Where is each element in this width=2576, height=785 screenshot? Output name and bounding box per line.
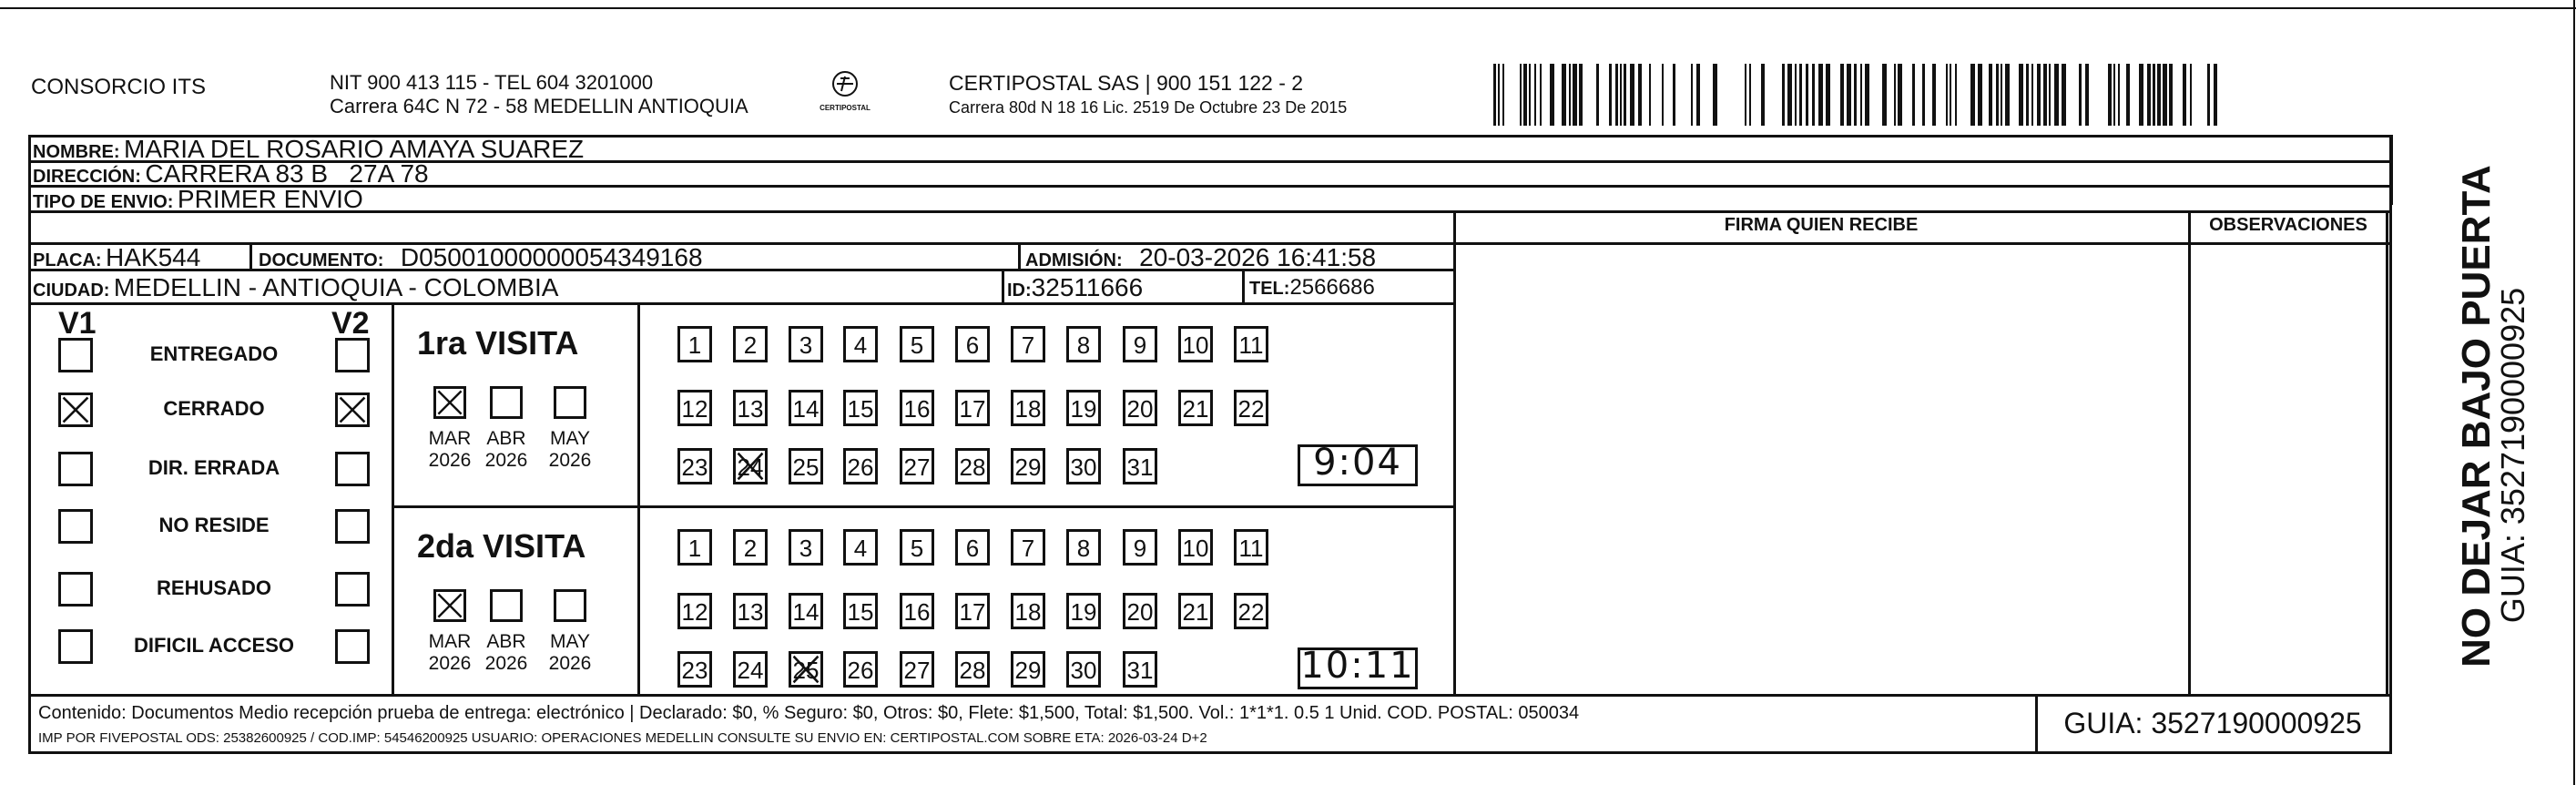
status-label: DIFICIL ACCESO: [133, 634, 294, 657]
day-box[interactable]: 20: [1123, 390, 1157, 426]
month-label: [537, 631, 603, 675]
v2-checkbox[interactable]: [335, 629, 370, 664]
col-line: [1018, 242, 1021, 269]
placa-label: PLACA:: [33, 250, 102, 270]
time-value: 9:04: [1313, 442, 1402, 484]
v1-checkbox[interactable]: [58, 452, 93, 486]
day-box[interactable]: 21: [1178, 390, 1213, 426]
company-address: Carrera 64C N 72 - 58 MEDELLIN ANTIOQUIA: [330, 95, 748, 117]
documento-value: D050010000000543491​68: [400, 243, 703, 271]
ciudad-label: CIUDAD:: [33, 280, 110, 301]
v1-checkbox[interactable]: [58, 629, 93, 664]
nombre-value: MARIA DEL ROSARIO AMAYA SUAREZ: [124, 135, 585, 163]
day-box[interactable]: 31: [1123, 448, 1157, 484]
admision-label: ADMISIÓN:: [1025, 250, 1123, 270]
day-box[interactable]: 15: [843, 593, 878, 629]
month-name: ABR: [486, 428, 526, 449]
col-line: [392, 302, 394, 694]
day-box[interactable]: 27: [900, 651, 934, 688]
ciudad-value: MEDELLIN - ANTIOQUIA - COLOMBIA: [113, 273, 559, 301]
day-box[interactable]: 1: [677, 529, 712, 566]
day-box[interactable]: 15: [843, 390, 878, 426]
visit-title: 2da VISITA: [417, 527, 586, 565]
v2-checkbox[interactable]: [335, 452, 370, 486]
col-line: [637, 302, 640, 694]
day-box[interactable]: 9: [1123, 326, 1157, 362]
month-year: 2026: [484, 653, 528, 674]
v2-checkbox[interactable]: [335, 338, 370, 372]
day-box[interactable]: 26: [843, 448, 878, 484]
tipo-label: TIPO DE ENVIO:: [33, 192, 174, 212]
day-box[interactable]: 5: [900, 529, 934, 566]
day-box[interactable]: 19: [1066, 390, 1101, 426]
v1-header: V1: [58, 306, 97, 341]
day-box[interactable]: 29: [1011, 651, 1045, 688]
day-box[interactable]: 16: [900, 390, 934, 426]
day-box[interactable]: 23: [677, 448, 712, 484]
documento-label: DOCUMENTO:: [259, 250, 384, 270]
col-line: [249, 242, 252, 269]
id-label: ID:: [1007, 280, 1032, 301]
v2-checkbox[interactable]: [335, 509, 370, 544]
row-line: [28, 210, 2392, 213]
company-name: CONSORCIO ITS: [31, 75, 207, 99]
carrier-name: CERTIPOSTAL SAS | 900 151 122 - 2: [949, 71, 1304, 95]
status-label: DIR. ERRADA: [148, 456, 280, 479]
day-box[interactable]: 12: [677, 390, 712, 426]
day-box[interactable]: 21: [1178, 593, 1213, 629]
ciudad-row: [33, 273, 558, 302]
month-year: 2026: [428, 653, 472, 674]
day-box[interactable]: 14: [789, 593, 823, 629]
placa-value: HAK544: [106, 243, 201, 271]
day-box[interactable]: 30: [1066, 448, 1101, 484]
day-box[interactable]: 2: [733, 529, 768, 566]
day-box[interactable]: 10: [1178, 529, 1213, 566]
month-name: ABR: [486, 631, 526, 652]
direccion-label: DIRECCIÓN:: [33, 167, 141, 187]
day-box[interactable]: 18: [1011, 390, 1045, 426]
col-line: [1453, 210, 1456, 694]
col-line: [2188, 210, 2191, 694]
day-box[interactable]: 18: [1011, 593, 1045, 629]
contenido-text: Contenido: Documentos Medio recepción prueba de entrega: electrónico | Declarado: $0, % Seguro: $0, Otros: $0, Flete: $1,500, Total: $1,500. Vol.: 1*1*1. 0.5 1 Unid. COD. POSTAL: 050034: [38, 703, 1580, 723]
v2-checkbox[interactable]: [335, 572, 370, 607]
day-box[interactable]: 22: [1234, 593, 1268, 629]
side-notice: [2404, 164, 2550, 674]
month-year: 2026: [428, 450, 472, 471]
company-nit: NIT 900 413 115 - TEL 604 3201000: [330, 71, 654, 94]
day-box[interactable]: 4: [843, 326, 878, 362]
v2-header: V2: [331, 306, 370, 341]
direccion-value: CARRERA 83 B 27A 78: [145, 159, 429, 188]
month-checkbox[interactable]: [433, 589, 466, 622]
day-box[interactable]: 19: [1066, 593, 1101, 629]
v1-checkbox[interactable]: [58, 392, 93, 427]
month-checkbox[interactable]: [490, 589, 523, 622]
month-checkbox[interactable]: [554, 589, 586, 622]
id-value: 32511666: [1031, 273, 1144, 301]
time-box[interactable]: [1298, 647, 1418, 689]
id-cell: [1007, 273, 1143, 302]
tel-label: TEL:: [1249, 279, 1290, 299]
month-year: 2026: [548, 450, 592, 471]
day-box[interactable]: 3: [789, 529, 823, 566]
tel-cell: [1249, 275, 1375, 301]
side-guia: GUIA: 3527190000925: [2494, 287, 2531, 624]
col-line: [2390, 135, 2393, 205]
month-checkbox[interactable]: [554, 386, 586, 419]
day-box[interactable]: 26: [843, 651, 878, 688]
day-box[interactable]: 27: [900, 448, 934, 484]
day-box[interactable]: 7: [1011, 529, 1045, 566]
day-box[interactable]: 16: [900, 593, 934, 629]
day-box[interactable]: 6: [955, 326, 990, 362]
status-label: CERRADO: [163, 397, 265, 420]
month-year: 2026: [548, 653, 592, 674]
imp-text: IMP POR FIVEPOSTAL ODS: 25382600925 / COD.IMP: 54546200925 USUARIO: OPERACIONES MEDELLIN CONSULTE SU ENVIO EN: CERTIPOSTAL.COM SOBRE ETA: 2026-03-24 D+2: [38, 730, 1207, 746]
day-box[interactable]: 29: [1011, 448, 1045, 484]
month-name: MAY: [550, 428, 590, 449]
day-box[interactable]: 17: [955, 390, 990, 426]
day-box[interactable]: 12: [677, 593, 712, 629]
row-line: [1453, 242, 2391, 245]
day-box[interactable]: 30: [1066, 651, 1101, 688]
month-checkbox[interactable]: [433, 386, 466, 419]
carrier-license: Carrera 80d N 18 16 Lic. 2519 De Octubre 23 De 2015: [949, 98, 1348, 117]
month-name: MAR: [428, 631, 472, 652]
status-label: REHUSADO: [157, 576, 271, 599]
observaciones-header: OBSERVACIONES: [2209, 215, 2367, 235]
barcode: [1493, 64, 2231, 126]
day-box[interactable]: 2: [733, 326, 768, 362]
col-line: [1242, 269, 1245, 302]
month-checkbox[interactable]: [490, 386, 523, 419]
time-value: 10:11: [1300, 645, 1415, 687]
day-box[interactable]: 25: [789, 651, 823, 688]
day-box[interactable]: 24: [733, 651, 768, 688]
time-box[interactable]: [1298, 444, 1418, 486]
tipo-value: PRIMER ENVIO: [177, 185, 363, 213]
day-box[interactable]: 13: [733, 593, 768, 629]
right-rule: [2573, 0, 2575, 785]
day-box[interactable]: 11: [1234, 529, 1268, 566]
certipostal-logo: [813, 66, 877, 120]
day-box[interactable]: 13: [733, 390, 768, 426]
col-line: [2386, 210, 2388, 694]
month-name: MAY: [550, 631, 590, 652]
v1-checkbox[interactable]: [58, 338, 93, 372]
day-box[interactable]: 28: [955, 651, 990, 688]
day-box[interactable]: 25: [789, 448, 823, 484]
day-box[interactable]: 11: [1234, 326, 1268, 362]
day-box[interactable]: 24: [733, 448, 768, 484]
row-line: [392, 505, 1455, 508]
v2-checkbox[interactable]: [335, 392, 370, 427]
status-label: NO RESIDE: [158, 514, 270, 536]
month-label: [473, 631, 539, 675]
month-label: [537, 428, 603, 472]
documento-cell: [259, 243, 703, 272]
tel-value: 2566686: [1289, 275, 1375, 300]
day-box[interactable]: 23: [677, 651, 712, 688]
firma-header: FIRMA QUIEN RECIBE: [1724, 215, 1919, 235]
admision-value: 20-03-2026 16:41:58: [1139, 243, 1377, 271]
day-box[interactable]: 28: [955, 448, 990, 484]
day-box[interactable]: 20: [1123, 593, 1157, 629]
day-box[interactable]: 9: [1123, 529, 1157, 566]
top-rule: [0, 7, 2576, 9]
day-box[interactable]: 4: [843, 529, 878, 566]
admision-cell: [1025, 243, 1376, 272]
day-box[interactable]: 22: [1234, 390, 1268, 426]
day-box[interactable]: 17: [955, 593, 990, 629]
day-box[interactable]: 3: [789, 326, 823, 362]
v1-checkbox[interactable]: [58, 509, 93, 544]
day-box[interactable]: 1: [677, 326, 712, 362]
day-box[interactable]: 8: [1066, 529, 1101, 566]
day-box[interactable]: 31: [1123, 651, 1157, 688]
month-year: 2026: [484, 450, 528, 471]
guia-footer: GUIA: 3527190000925: [2063, 707, 2362, 739]
day-box[interactable]: 8: [1066, 326, 1101, 362]
status-label: ENTREGADO: [149, 342, 279, 365]
col-line: [1002, 269, 1004, 302]
month-label: [473, 428, 539, 472]
nombre-label: NOMBRE:: [33, 142, 120, 162]
row-line: [28, 302, 1453, 305]
day-box[interactable]: 7: [1011, 326, 1045, 362]
logo-text: CERTIPOSTAL: [820, 104, 871, 112]
visit-title: 1ra VISITA: [417, 324, 579, 362]
v1-checkbox[interactable]: [58, 572, 93, 607]
month-name: MAR: [428, 428, 472, 449]
day-box[interactable]: 10: [1178, 326, 1213, 362]
day-box[interactable]: 6: [955, 529, 990, 566]
tipo-row: [33, 185, 363, 214]
day-box[interactable]: 14: [789, 390, 823, 426]
side-warning: NO DEJAR BAJO PUERTA: [2454, 165, 2499, 668]
day-box[interactable]: 5: [900, 326, 934, 362]
placa-row: [33, 243, 200, 272]
